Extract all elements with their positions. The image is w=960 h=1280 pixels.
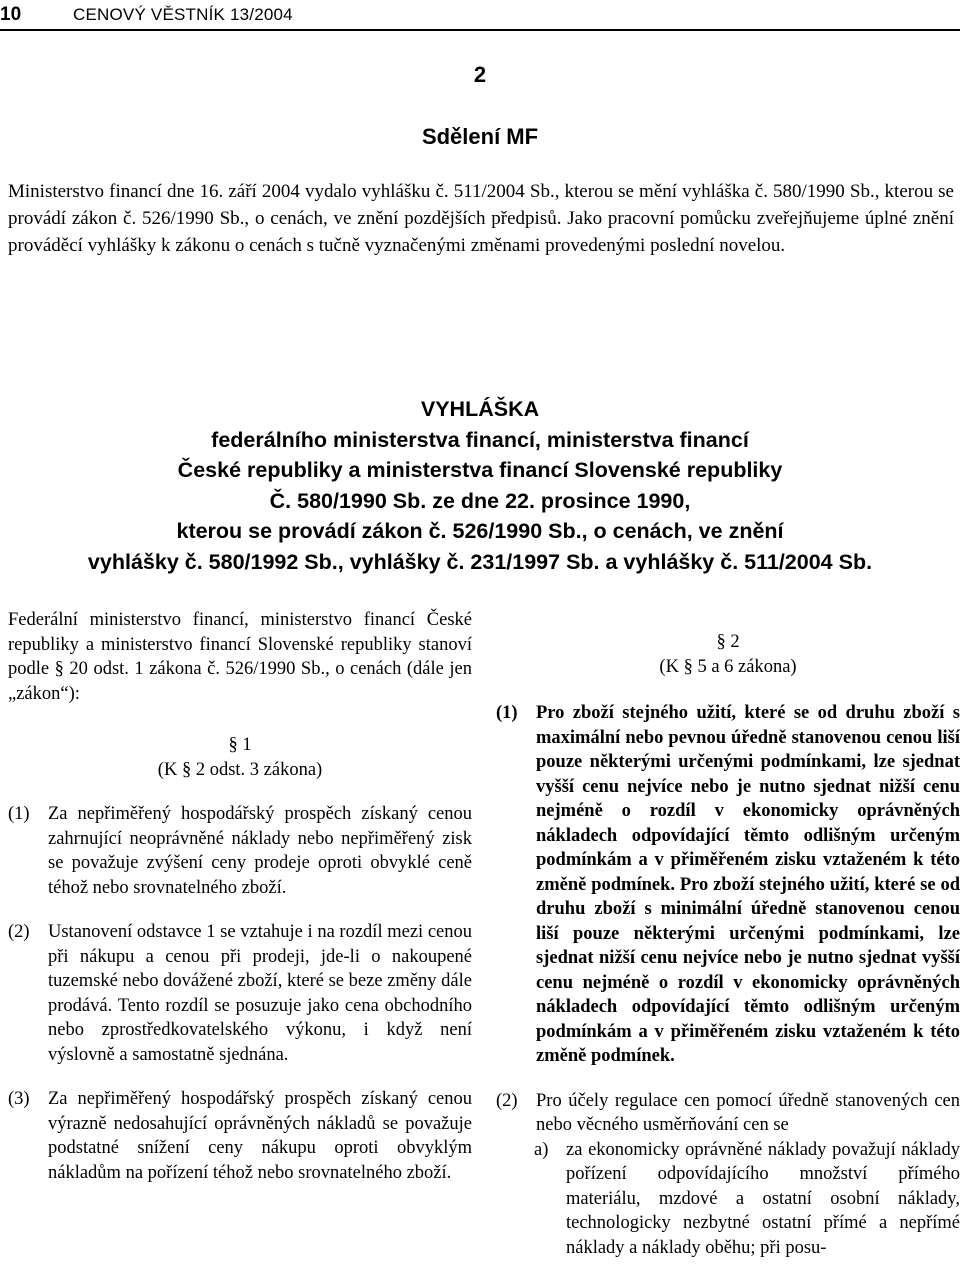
paragraph-number: (2)	[496, 1090, 518, 1111]
paragraph-number: (2)	[8, 922, 30, 942]
decree-title-line: vyhlášky č. 580/1992 Sb., vyhlášky č. 231/1997 Sb. a vyhlášky č. 511/2004 Sb.	[87, 549, 873, 574]
paragraph-1	[8, 802, 472, 900]
subparagraph-label: a)	[534, 1139, 549, 1160]
section-1-reference: (K § 2 odst. 3 zákona)	[157, 759, 323, 780]
section-2-reference: (K § 5 a 6 zákona)	[659, 656, 797, 677]
decree-title-line: Č. 580/1990 Sb. ze dne 22. prosince 1990,	[269, 488, 691, 513]
s2-paragraph-2	[496, 1089, 960, 1138]
page-header	[0, 0, 960, 30]
page-number: 10	[0, 4, 22, 25]
paragraph-text: Pro zboží stejného užití, které se od druhu zboží s maximální nebo pevnou úředně stanovenou cenou liší pouze některými určenými podmínkami, lze sjednat vyšší cenu nejvíce nebo je nutno sjednat nižší cenu nejméně o rozdíl v ekonomicky oprávněných nákladech odpovídající těmto odlišným určeným podmínkám a v přiměřeném zisku vztaženém k této změně podmínek. Pro zboží stejného užití, které se od druhu zboží s minimální úředně stanovenou cenou liší pouze některými určenými podmínkami, lze sjednat nižší cenu nejvíce nebo je nutno sjednat vyšší cenu nejméně o rozdíl v ekonomicky oprávněných nákladech odpovídající těmto odlišným určeným podmínkám a v přiměřeném zisku vztaženém k této změně podmínek.	[536, 703, 960, 1066]
subparagraph-text: za ekonomicky oprávněné náklady považují náklady pořízení odpovídajícího množství přímého materiálu, mzdové a ostatní osobní náklady, technologicky nezbytné ostatní přímé a nepřímé náklady a náklady oběhu; při posu-	[566, 1139, 960, 1258]
publication-name: CENOVÝ VĚSTNÍK 13/2004	[73, 5, 293, 24]
section-number: 2	[473, 62, 487, 87]
paragraph-number: (3)	[8, 1089, 30, 1109]
header-rule	[0, 29, 960, 31]
s2-paragraph-1	[496, 701, 960, 1069]
s2-subparagraph-a	[534, 1138, 960, 1261]
paragraph-text: Za nepřiměřený hospodářský prospěch získaný cenou zahrnující neoprávněné náklady nebo nepřiměřený zisk se považuje zvýšení ceny prodeje oproti obvyklé ceně téhož nebo srovnatelného zboží.	[48, 804, 472, 898]
paragraph-text: Ustanovení odstavce 1 se vztahuje i na rozdíl mezi cenou při nákupu a cenou při prodeji, jde-li o nakoupené tuzemské nebo dovážené zboží, které se beze změny dále prodává. Tento rozdíl se posuzuje jako cena obchodního nebo zprostředkovatelského výkonu, i když není výslovně a samostatně sjednána.	[48, 922, 472, 1065]
notice-title: Sdělení MF	[421, 124, 539, 149]
paragraph-number: (1)	[496, 703, 518, 723]
paragraph-text: Za nepřiměřený hospodářský prospěch získaný cenou výrazně nedosahující oprávněných nákladů se považuje podstatné snížení ceny nákupu oproti obvyklým nákladům na pořízení téhož nebo srovnatelného zboží.	[48, 1089, 472, 1183]
intro-paragraph: Ministerstvo financí dne 16. září 2004 vydalo vyhlášku č. 511/2004 Sb., kterou se mění vyhláška č. 580/1990 Sb., kterou se provádí zákon č. 526/1990 Sb., o cenách, ve znění pozdějších předpisů. Jako pracovní pomůcku zveřejňujeme úplné znění prováděcí vyhlášky k zákonu o cenách s tučně vyznačenými změnami provedenými poslední novelou.	[8, 181, 954, 256]
decree-title	[0, 394, 960, 577]
left-column	[8, 608, 472, 1185]
preamble: Federální ministerstvo financí, ministerstvo financí České republiky a ministerstvo financí Slovenské republiky stanoví podle § 20 odst. 1 zákona č. 526/1990 Sb., o cenách (dále jen „zákon“):	[8, 610, 472, 704]
decree-title-line: federálního ministerstva financí, ministerstva financí	[211, 427, 749, 452]
right-column	[496, 630, 960, 1260]
paragraph-2	[8, 920, 472, 1067]
decree-title-line: VYHLÁŠKA	[420, 397, 540, 421]
decree-title-line: kterou se provádí zákon č. 526/1990 Sb., o cenách, ve znění	[176, 519, 784, 543]
section-2-heading: § 2	[716, 632, 740, 652]
paragraph-number: (1)	[8, 804, 30, 824]
paragraph-3	[8, 1087, 472, 1185]
paragraph-text: Pro účely regulace cen pomocí úředně stanovených cen nebo věcného usměrňování cen se	[536, 1090, 960, 1135]
section-1-heading: § 1	[228, 735, 252, 755]
decree-title-line: České republiky a ministerstva financí Slovenské republiky	[177, 458, 783, 482]
